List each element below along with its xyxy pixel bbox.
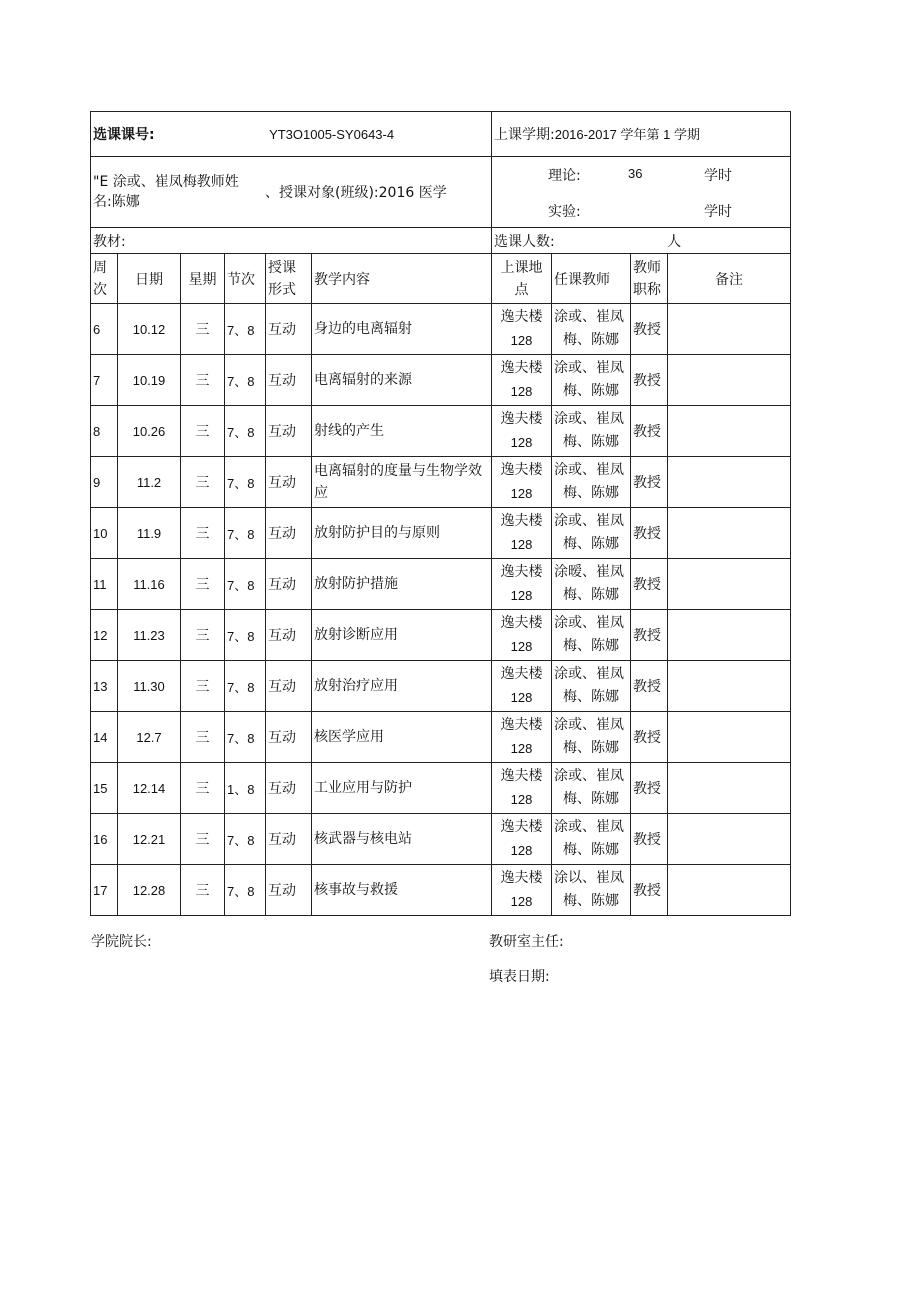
content-cell: 核医学应用 bbox=[312, 712, 492, 763]
table-row bbox=[91, 304, 791, 355]
weekday-cell: 三 bbox=[181, 763, 225, 814]
weekday-cell: 三 bbox=[181, 304, 225, 355]
content-cell: 工业应用与防护 bbox=[312, 763, 492, 814]
location-room: 128 bbox=[510, 792, 533, 807]
teacher-cell bbox=[552, 865, 631, 916]
date-cell: 11.2 bbox=[118, 457, 181, 508]
week-cell: 17 bbox=[91, 865, 118, 916]
location-cell bbox=[492, 610, 552, 661]
theory-label: 理论: bbox=[548, 168, 581, 184]
teacher-name-line2: 名:陈娜 bbox=[93, 194, 140, 210]
content-cell: 放射诊断应用 bbox=[312, 610, 492, 661]
period-cell: 7、8 bbox=[225, 355, 266, 406]
weekday-cell: 三 bbox=[181, 508, 225, 559]
teacher-line2: 梅、陈娜 bbox=[563, 791, 619, 807]
content-cell: 放射防护目的与原则 bbox=[312, 508, 492, 559]
table-row bbox=[91, 406, 791, 457]
header-row-textbook bbox=[91, 228, 791, 254]
teacher-line2: 梅、陈娜 bbox=[563, 383, 619, 399]
weekday-cell: 三 bbox=[181, 865, 225, 916]
note-cell bbox=[668, 814, 791, 865]
table-row bbox=[91, 508, 791, 559]
director-signature: 教研室主任: bbox=[489, 934, 564, 950]
col-location: 上课地点 bbox=[492, 254, 552, 304]
col-period: 节次 bbox=[225, 254, 266, 304]
location-building: 逸夫楼 bbox=[500, 768, 543, 784]
location-cell bbox=[492, 355, 552, 406]
weekday-cell: 三 bbox=[181, 712, 225, 763]
schedule-table bbox=[90, 111, 791, 916]
title-cell: 教授 bbox=[631, 865, 668, 916]
course-number-value: YT3O1005-SY0643-4 bbox=[269, 127, 395, 142]
table-row bbox=[91, 763, 791, 814]
table-row bbox=[91, 661, 791, 712]
col-content: 教学内容 bbox=[312, 254, 492, 304]
lab-label: 实验: bbox=[548, 204, 581, 220]
week-cell: 9 bbox=[91, 457, 118, 508]
period-cell: 7、8 bbox=[225, 304, 266, 355]
location-cell bbox=[492, 763, 552, 814]
weekday-cell: 三 bbox=[181, 355, 225, 406]
location-building: 逸夫楼 bbox=[500, 309, 543, 325]
enroll-cell bbox=[492, 228, 791, 254]
title-cell: 教授 bbox=[631, 763, 668, 814]
lab-unit: 学时 bbox=[704, 204, 732, 220]
col-weekday: 星期 bbox=[181, 254, 225, 304]
title-cell: 教授 bbox=[631, 712, 668, 763]
content-cell: 放射防护措施 bbox=[312, 559, 492, 610]
note-cell bbox=[668, 763, 791, 814]
note-cell bbox=[668, 457, 791, 508]
location-room: 128 bbox=[510, 384, 533, 399]
teacher-cell bbox=[552, 406, 631, 457]
title-cell: 教授 bbox=[631, 406, 668, 457]
hours-cell bbox=[492, 157, 791, 228]
week-cell: 12 bbox=[91, 610, 118, 661]
teacher-target-cell bbox=[91, 157, 492, 228]
teacher-line1: 涂或、崔凤 bbox=[554, 717, 624, 733]
course-number-cell bbox=[91, 112, 492, 157]
enroll-label: 选课人数: bbox=[494, 233, 555, 250]
teacher-line1: 涂或、崔凤 bbox=[554, 819, 624, 835]
col-note: 备注 bbox=[668, 254, 791, 304]
week-cell: 6 bbox=[91, 304, 118, 355]
content-cell: 电离辐射的来源 bbox=[312, 355, 492, 406]
location-cell bbox=[492, 406, 552, 457]
fill-date: 填表日期: bbox=[489, 969, 550, 985]
note-cell bbox=[668, 559, 791, 610]
period-cell: 7、8 bbox=[225, 508, 266, 559]
note-cell bbox=[668, 355, 791, 406]
note-cell bbox=[668, 508, 791, 559]
location-building: 逸夫楼 bbox=[500, 819, 543, 835]
location-cell bbox=[492, 508, 552, 559]
teacher-cell bbox=[552, 508, 631, 559]
period-cell: 7、8 bbox=[225, 712, 266, 763]
teacher-line1: 涂或、崔凤 bbox=[554, 360, 624, 376]
form-cell: 互动 bbox=[266, 865, 312, 916]
form-cell: 互动 bbox=[266, 406, 312, 457]
teacher-line1: 涂或、崔凤 bbox=[554, 411, 624, 427]
title-cell: 教授 bbox=[631, 814, 668, 865]
content-cell: 电离辐射的度量与生物学效应 bbox=[312, 457, 492, 508]
teacher-name-line1: "E 涂或、崔凤梅教师姓 bbox=[93, 174, 239, 190]
table-row bbox=[91, 610, 791, 661]
form-cell: 互动 bbox=[266, 508, 312, 559]
dean-signature: 学院院长: bbox=[91, 934, 152, 950]
content-cell: 放射治疗应用 bbox=[312, 661, 492, 712]
location-cell bbox=[492, 559, 552, 610]
teacher-cell bbox=[552, 814, 631, 865]
header-row-course bbox=[91, 112, 791, 157]
form-cell: 互动 bbox=[266, 304, 312, 355]
form-cell: 互动 bbox=[266, 712, 312, 763]
teacher-cell bbox=[552, 355, 631, 406]
teacher-line1: 涂或、崔凤 bbox=[554, 513, 624, 529]
week-cell: 10 bbox=[91, 508, 118, 559]
teacher-cell bbox=[552, 712, 631, 763]
location-cell bbox=[492, 457, 552, 508]
term-label: 上课学期: bbox=[494, 127, 555, 143]
date-cell: 10.26 bbox=[118, 406, 181, 457]
term-value: 2016-2017 学年第 1 学期 bbox=[554, 127, 700, 142]
weekday-cell: 三 bbox=[181, 406, 225, 457]
location-building: 逸夫楼 bbox=[500, 360, 543, 376]
col-form: 授课形式 bbox=[266, 254, 312, 304]
form-cell: 互动 bbox=[266, 559, 312, 610]
table-row bbox=[91, 355, 791, 406]
period-cell: 7、8 bbox=[225, 661, 266, 712]
week-cell: 8 bbox=[91, 406, 118, 457]
theory-unit: 学时 bbox=[704, 168, 732, 184]
teacher-cell bbox=[552, 610, 631, 661]
teacher-line1: 涂或、崔凤 bbox=[554, 768, 624, 784]
note-cell bbox=[668, 661, 791, 712]
location-cell bbox=[492, 814, 552, 865]
location-cell bbox=[492, 304, 552, 355]
period-cell: 1、8 bbox=[225, 763, 266, 814]
table-row bbox=[91, 559, 791, 610]
teacher-line2: 梅、陈娜 bbox=[563, 434, 619, 450]
header-row-teacher bbox=[91, 157, 791, 228]
title-cell: 教授 bbox=[631, 304, 668, 355]
location-building: 逸夫楼 bbox=[500, 513, 543, 529]
weekday-cell: 三 bbox=[181, 661, 225, 712]
weekday-cell: 三 bbox=[181, 610, 225, 661]
form-cell: 互动 bbox=[266, 610, 312, 661]
teacher-line1: 涂或、崔凤 bbox=[554, 462, 624, 478]
weekday-cell: 三 bbox=[181, 457, 225, 508]
column-header-row bbox=[91, 254, 791, 304]
teacher-line2: 梅、陈娜 bbox=[563, 536, 619, 552]
weekday-cell: 三 bbox=[181, 559, 225, 610]
location-cell bbox=[492, 712, 552, 763]
date-cell: 11.30 bbox=[118, 661, 181, 712]
period-cell: 7、8 bbox=[225, 814, 266, 865]
date-cell: 12.28 bbox=[118, 865, 181, 916]
teacher-line1: 涂以、崔凤 bbox=[554, 870, 624, 886]
teacher-line1: 涂暧、崔凤 bbox=[554, 564, 624, 580]
textbook-cell bbox=[91, 228, 492, 254]
col-teacher: 任课教师 bbox=[552, 254, 631, 304]
date-cell: 12.7 bbox=[118, 712, 181, 763]
location-room: 128 bbox=[510, 486, 533, 501]
location-building: 逸夫楼 bbox=[500, 615, 543, 631]
weekday-cell: 三 bbox=[181, 814, 225, 865]
teacher-cell bbox=[552, 457, 631, 508]
date-cell: 12.14 bbox=[118, 763, 181, 814]
schedule-rows bbox=[91, 304, 791, 916]
week-cell: 14 bbox=[91, 712, 118, 763]
period-cell: 7、8 bbox=[225, 610, 266, 661]
period-cell: 7、8 bbox=[225, 559, 266, 610]
location-building: 逸夫楼 bbox=[500, 870, 543, 886]
form-cell: 互动 bbox=[266, 661, 312, 712]
title-cell: 教授 bbox=[631, 559, 668, 610]
form-cell: 互动 bbox=[266, 457, 312, 508]
content-cell: 身边的电离辐射 bbox=[312, 304, 492, 355]
location-building: 逸夫楼 bbox=[500, 411, 543, 427]
date-cell: 10.19 bbox=[118, 355, 181, 406]
title-cell: 教授 bbox=[631, 508, 668, 559]
teacher-line2: 梅、陈娜 bbox=[563, 740, 619, 756]
week-cell: 7 bbox=[91, 355, 118, 406]
course-number-label: 选课课号: bbox=[93, 127, 155, 143]
form-cell: 互动 bbox=[266, 763, 312, 814]
teacher-line2: 梅、陈娜 bbox=[563, 893, 619, 909]
week-cell: 11 bbox=[91, 559, 118, 610]
table-row bbox=[91, 712, 791, 763]
location-cell bbox=[492, 865, 552, 916]
table-row bbox=[91, 814, 791, 865]
content-cell: 射线的产生 bbox=[312, 406, 492, 457]
location-cell bbox=[492, 661, 552, 712]
date-cell: 11.9 bbox=[118, 508, 181, 559]
table-row bbox=[91, 865, 791, 916]
teacher-line2: 梅、陈娜 bbox=[563, 842, 619, 858]
week-cell: 15 bbox=[91, 763, 118, 814]
title-cell: 教授 bbox=[631, 355, 668, 406]
period-cell: 7、8 bbox=[225, 865, 266, 916]
location-building: 逸夫楼 bbox=[500, 717, 543, 733]
form-cell: 互动 bbox=[266, 814, 312, 865]
location-building: 逸夫楼 bbox=[500, 462, 543, 478]
note-cell bbox=[668, 865, 791, 916]
content-cell: 核事故与救援 bbox=[312, 865, 492, 916]
note-cell bbox=[668, 304, 791, 355]
teacher-line2: 梅、陈娜 bbox=[563, 485, 619, 501]
teacher-line2: 梅、陈娜 bbox=[563, 689, 619, 705]
location-building: 逸夫楼 bbox=[500, 666, 543, 682]
title-cell: 教授 bbox=[631, 457, 668, 508]
location-room: 128 bbox=[510, 435, 533, 450]
date-cell: 11.16 bbox=[118, 559, 181, 610]
location-room: 128 bbox=[510, 537, 533, 552]
table-row bbox=[91, 457, 791, 508]
location-room: 128 bbox=[510, 894, 533, 909]
term-cell bbox=[492, 112, 791, 157]
textbook-label: 教材: bbox=[93, 233, 126, 250]
week-cell: 13 bbox=[91, 661, 118, 712]
enroll-unit: 人 bbox=[667, 233, 682, 250]
period-cell: 7、8 bbox=[225, 457, 266, 508]
col-week: 周次 bbox=[91, 254, 118, 304]
title-cell: 教授 bbox=[631, 661, 668, 712]
location-room: 128 bbox=[510, 333, 533, 348]
week-cell: 16 bbox=[91, 814, 118, 865]
teacher-line2: 梅、陈娜 bbox=[563, 332, 619, 348]
teacher-cell bbox=[552, 763, 631, 814]
teacher-cell bbox=[552, 559, 631, 610]
target-class: 、授课对象(班级):2016 医学 bbox=[265, 185, 447, 201]
form-cell: 互动 bbox=[266, 355, 312, 406]
col-title: 教师职称 bbox=[631, 254, 668, 304]
content-cell: 核武器与核电站 bbox=[312, 814, 492, 865]
teacher-line2: 梅、陈娜 bbox=[563, 587, 619, 603]
theory-hours: 36 bbox=[628, 166, 643, 181]
period-cell: 7、8 bbox=[225, 406, 266, 457]
title-cell: 教授 bbox=[631, 610, 668, 661]
teacher-line1: 涂或、崔凤 bbox=[554, 615, 624, 631]
date-cell: 10.12 bbox=[118, 304, 181, 355]
location-building: 逸夫楼 bbox=[500, 564, 543, 580]
teacher-line1: 涂或、崔凤 bbox=[554, 666, 624, 682]
location-room: 128 bbox=[510, 741, 533, 756]
location-room: 128 bbox=[510, 588, 533, 603]
teacher-cell bbox=[552, 661, 631, 712]
col-date: 日期 bbox=[118, 254, 181, 304]
location-room: 128 bbox=[510, 690, 533, 705]
location-room: 128 bbox=[510, 639, 533, 654]
teacher-line1: 涂或、崔凤 bbox=[554, 309, 624, 325]
note-cell bbox=[668, 610, 791, 661]
location-room: 128 bbox=[510, 843, 533, 858]
date-cell: 11.23 bbox=[118, 610, 181, 661]
date-cell: 12.21 bbox=[118, 814, 181, 865]
teacher-cell bbox=[552, 304, 631, 355]
teacher-line2: 梅、陈娜 bbox=[563, 638, 619, 654]
note-cell bbox=[668, 712, 791, 763]
note-cell bbox=[668, 406, 791, 457]
